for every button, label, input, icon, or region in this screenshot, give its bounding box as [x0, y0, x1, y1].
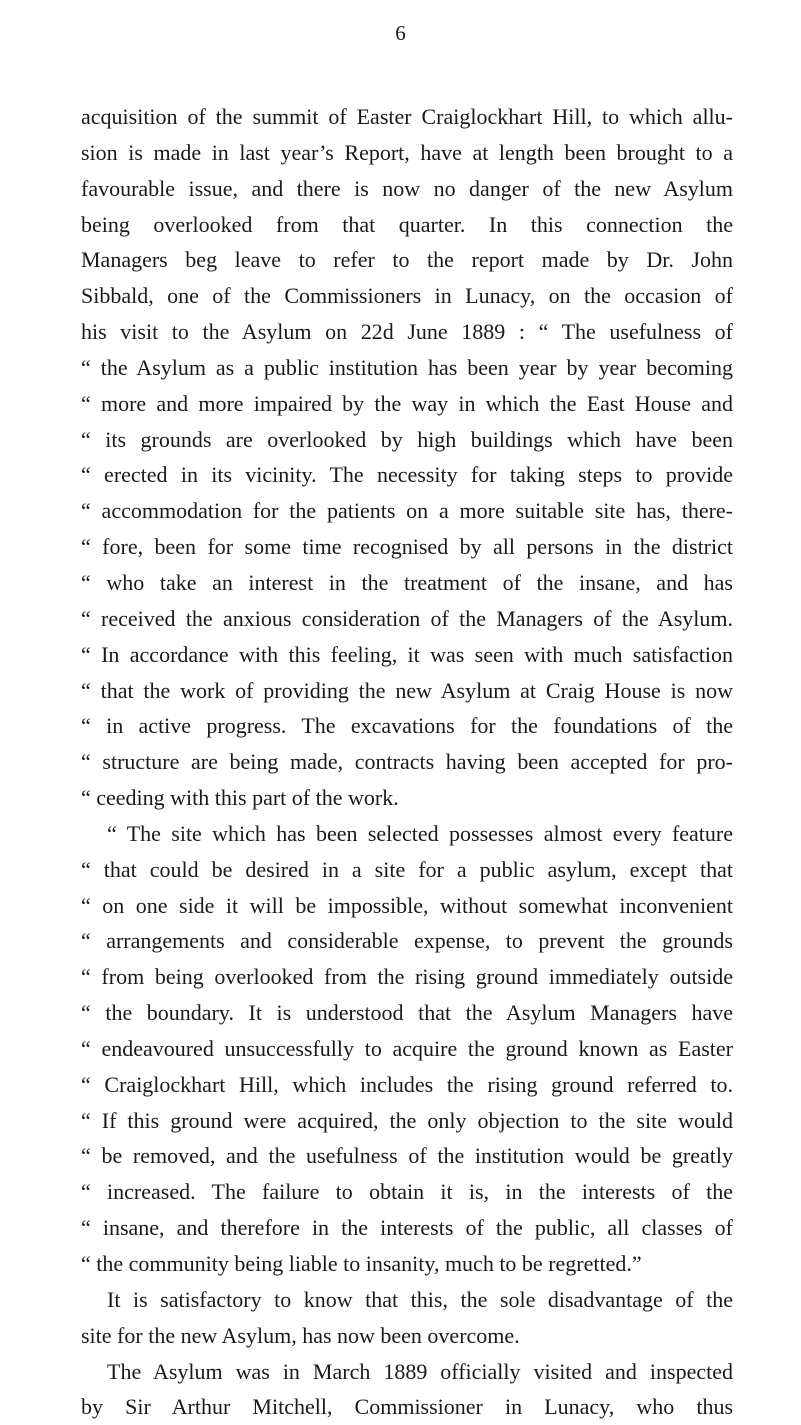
text-line: “ In accordance with this feeling, it was seen with much satisfaction	[81, 641, 733, 667]
text-line: “ the Asylum as a public institution has been year by year becoming	[81, 354, 733, 380]
text-line: “ If this ground were acquired, the only objection to the site would	[81, 1107, 733, 1133]
text-line: “ erected in its vicinity. The necessity for taking steps to provide	[81, 462, 733, 488]
text-line: “ more and more impaired by the way in which the East House and	[81, 390, 733, 416]
text-line: Sibbald, one of the Commissioners in Lunacy, on the occasion of	[81, 283, 733, 309]
text-line: “ increased. The failure to obtain it is, in the interests of the	[81, 1179, 733, 1205]
text-line: “ ceeding with this part of the work.	[81, 785, 399, 811]
text-line: being overlooked from that quarter. In this connection the	[81, 211, 733, 237]
text-line: “ endeavoured unsuccessfully to acquire the ground known as Easter	[81, 1035, 733, 1061]
text-line: “ the boundary. It is understood that the Asylum Managers have	[81, 1000, 733, 1026]
text-line: sion is made in last year’s Report, have at length been brought to a	[81, 139, 733, 165]
body-text	[81, 99, 733, 1425]
text-line: “ from being overlooked from the rising ground immediately outside	[81, 964, 733, 990]
page-number: 6	[395, 21, 406, 45]
text-line: “ Craiglockhart Hill, which includes the rising ground referred to.	[81, 1071, 733, 1097]
text-line: favourable issue, and there is now no danger of the new Asylum	[81, 175, 733, 201]
text-line: “ fore, been for some time recognised by all persons in the district	[81, 534, 733, 560]
text-line: “ its grounds are overlooked by high buildings which have been	[81, 426, 733, 452]
text-line: “ received the anxious consideration of the Managers of the Asylum.	[81, 605, 733, 631]
text-line: “ on one side it will be impossible, without somewhat inconvenient	[81, 892, 733, 918]
text-line: “ that could be desired in a site for a public asylum, except that	[81, 856, 733, 882]
text-line: by Sir Arthur Mitchell, Commissioner in Lunacy, who thus	[81, 1394, 733, 1420]
text-line: his visit to the Asylum on 22d June 1889 : “ The usefulness of	[81, 319, 733, 345]
text-line: “ be removed, and the usefulness of the institution would be greatly	[81, 1143, 733, 1169]
text-line: Managers beg leave to refer to the report made by Dr. John	[81, 247, 733, 273]
text-line: “ in active progress. The excavations for the foundations of the	[81, 713, 733, 739]
text-line: “ structure are being made, contracts having been accepted for pro-	[81, 749, 733, 775]
text-line: “ that the work of providing the new Asylum at Craig House is now	[81, 677, 733, 703]
text-line: The Asylum was in March 1889 officially visited and inspected	[107, 1358, 733, 1384]
text-line: “ insane, and therefore in the interests of the public, all classes of	[81, 1215, 733, 1241]
text-line: It is satisfactory to know that this, the sole disadvantage of the	[107, 1286, 733, 1312]
text-line: “ accommodation for the patients on a more suitable site has, there-	[81, 498, 733, 524]
text-line: “ who take an interest in the treatment of the insane, and has	[81, 569, 733, 595]
text-line: acquisition of the summit of Easter Craiglockhart Hill, to which allu-	[81, 104, 733, 129]
text-line: “ the community being liable to insanity, much to be regretted.”	[81, 1251, 642, 1276]
text-line: site for the new Asylum, has now been overcome.	[81, 1322, 520, 1348]
text-line: “ arrangements and considerable expense, to prevent the grounds	[81, 928, 733, 954]
text-line: “ The site which has been selected possesses almost every feature	[107, 820, 733, 846]
